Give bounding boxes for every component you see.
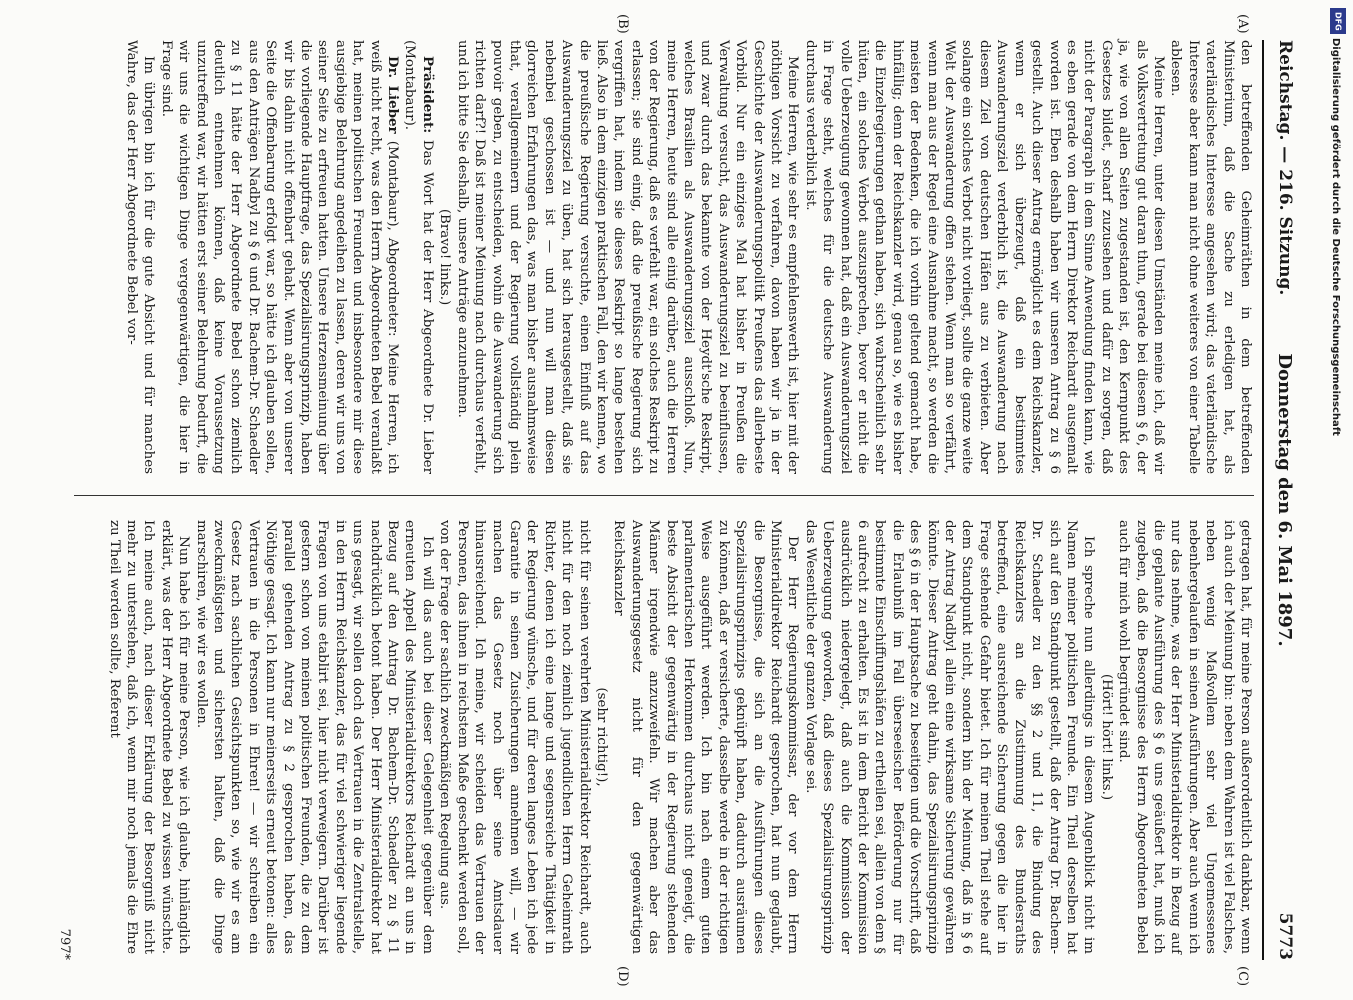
- paragraph: Meine Herren, wie sehr es empfehlenswerth ist, hier mit der nöthigen Vorsicht zu verfahren, davon haben wir ja in der Geschichte der Auswanderungspolitik Preußens das allerbeste Vorbild. Nur ein einziges Mal hat bisher in Preußen die Verwaltung versucht, das Auswanderungsziel zu beeinflussen, und zwar durch das bekannte von der Heydt'sche Reskript, welches Brasilien als Auswanderungsziel ausschloß. Nun, meine Herren, heute sind alle einig darüber, auch die Herren von der Regierung, daß es verfehlt war, ein solches Reskript zu erlassen; sie sind einig, daß die preußische Regierung sich vergriffen hat, indem sie dieses Reskript so lange bestehen ließ. Also in dem einzigen praktischen Fall, den wir kennen, wo die preußische Regierung versuchte, einen Einfluß auf das Auswanderungsziel zu üben, hat sich herausgestellt, daß sie nebenbei geschossen ist — und nun will man diesen glorreichen Erfahrungen das, was man bisher ausnahmsweise that, verallgemeinern und der Regierung vollständig plein pouvoir geben, zu entscheiden, wohin die Auswanderung sich richten darf?! Daß ist meiner Meinung nach durchaus verfehlt, und ich bitte Sie deshalb, unsere Anträge anzunehmen.: [454, 40, 801, 474]
- header-date: Donnerstag den 6. Mai 1897.: [1274, 353, 1296, 647]
- paragraph: nicht für seinen verehrten Ministerialdirektor Reichardt, auch nicht für den noch ziemlich jugendlichen Herrn Geheimrath Richter, denen ich eine lange und segensreiche Thätigkeit in der Regierung wünsche, und für deren langes Leben ich jede Garantie in seinen Zusicherungen annehmen will, — wir machen das Gesetz noch über seine Amtsdauer hinausreichend. Ich meine, wir scheiden das Vertrauen der Personen, das ihnen in reichstem Maße geschenkt werden soll, von der Frage der sachlich zweckmäßigen Regelung aus.: [437, 520, 592, 954]
- marker-b: (B): [615, 14, 630, 34]
- page-header: [1268, 40, 1302, 960]
- paragraph: (Bravo! links.): [437, 208, 453, 306]
- header-left: Reichstag. — 216. Sitzung.: [1275, 40, 1295, 296]
- left-column: [123, 40, 1254, 474]
- paragraph: getragen hat, für meine Person außerordentlich dankbar, wenn ich auch der Meinung bin: neben dem Wahren ist viel Falsches, neben wenig Maßvollem sehr viel Ungemessenes nebenhergelaufen in seinen Ausführungen. Aber auch wenn ich nur das nehme, was der Herr Ministerialdirektor in Bezug auf die geplante Ausführung des § 6 uns geäußert hat, muß ich zugeben, daß die Besorgnisse des Herrn Abgeordneten Bebel auch für mich wohl begründet sind.: [1116, 520, 1253, 954]
- paragraph: Nun habe ich für meine Person, wie ich glaube, hinlänglich erklärt, was der Herr Abgeordnete Bebel zu wissen wünschte. Ich meine auch, nach dieser Erklärung der Besorgniß nicht mehr zu unterstehen, daß ich, wenn mir noch jemals die Ehre zu Theil werden sollte, Referent: [106, 520, 192, 954]
- paragraph: Ich spreche nun allerdings in diesem Augenblick nicht im Namen meiner politischen Freunde. Ein Theil derselben hat sich auf den Standpunkt gestellt, daß der Antrag Dr. Bachem-Dr. Schaedler zu den §§ 2 und 11, die Bindung des Reichskanzlers an die Zustimmung des Bundesraths betreffend, eine ausreichende Sicherung gegen die hier in Frage stehende Gefahr bietet. Ich für meinen Theil stehe auf dem Standpunkt nicht, sondern bin der Meinung, daß in § 6 der Antrag Nadbyl allein eine wirksame Sicherung gewähren könnte. Dieser Antrag geht dahin, das Spezialisirungsprinzip des § 6 in der Hauptsache zu beseitigen und die Vorschrift, daß die Erlaubniß im Fall überseeischer Beförderung nur für bestimmte Einschiffungshäfen zu ertheilen sei, allein von dem § 6 aufrecht zu erhalten. Es ist in dem Bericht der Kommission ausdrücklich niedergelegt, daß auch die Kommission der Ueberzeugung geworden, daß dieses Spezialisirungsprinzip das Wesentliche der ganzen Vorlage sei.: [802, 520, 1097, 954]
- dfg-sidebar: [1330, 8, 1346, 708]
- paragraph: Der Herr Regierungskommissar, der vor dem Herrn Ministerialdirektor Reichardt gesprochen, hat nun geglaubt, die Besorgnisse, die sich an die Ausführungen dieses Spezialisirungsprinzips geknüpft haben, dadurch ausräumen zu können, daß er versicherte, dasselbe werde in der richtigen Weise ausgeführt werden. Ich bin nach einem guten parlamentarischen Herkommen durchaus nicht geneigt, die beste Absicht der gegenwärtig in der Regierung stehenden Männer irgendwie anzuzweifeln. Wir machen aber das Auswanderungsgesetz nicht für den gegenwärtigen Reichskanzler: [611, 520, 801, 954]
- dfg-credit: Digitalisierung gefördert durch die Deutsche Forschungsgemeinschaft: [1330, 38, 1341, 436]
- marker-c: (C): [1235, 966, 1250, 987]
- column-divider: [74, 495, 1254, 496]
- marker-d: (D): [615, 966, 630, 987]
- marker-a: (A): [1235, 14, 1250, 34]
- paragraph: (Hört! hört! links.): [1098, 673, 1114, 801]
- paragraph: (sehr richtig!),: [593, 687, 609, 787]
- footer-mark: 797*: [57, 928, 72, 960]
- page-number: 5773: [1275, 912, 1295, 960]
- paragraph: Dr. Lieber (Montabaur), Abgeordneter: Meine Herren, ich weiß nicht recht, was den Herrn Abgeordneten Bebel veranlaßt hat, meinen politischen Freunden und insbesondere mir diese ausgiebige Belehrung angedeihen zu lassen, deren wir uns von seiner Seite zu erfreuen hatten. Unsere Herzensmeinung über die vorliegende Hauptfrage, das Spezialisirungsprinzip, haben wir bis dahin nicht offenbart gehabt. Wenn aber von unserer Seite die Offenbarung erfolgt war, so hätte ich glauben sollen, aus den Anträgen Nadbyl zu § 6 und Dr. Bachem-Dr. Schaedler zu § 11 hätte der Herr Abgeordnete Bebel schon ziemlich deutlich entnehmen können, daß keine Voraussetzung unzutreffend war, wir hätten erst seiner Belehrung bedurft, die wir uns die wichtigen Dinge vergegenwärtigen, die hier in Frage sind.: [158, 40, 402, 474]
- paragraph: Ich will das auch bei dieser Gelegenheit gegenüber dem erneuten Appell des Ministerialdirektors Reichardt an uns in Bezug auf den Antrag Dr. Bachem-Dr. Schaedler zu § 11 nachdrücklich betont haben. Der Herr Ministerialdirektor hat uns gesagt, wir sollen doch das Vertrauen in die Zentralstelle, in den Herrn Reichskanzler, das für viel schwieriger liegende Fragen von uns etablirt sei, hier nicht verweigern. Darüber ist gestern schon von meinen politischen Freunden, die zu dem parallel gehenden Antrag zu § 2 gesprochen haben, das Nöthige gesagt. Ich kann nur meinerseits erneut betonen: alles Vertrauen in die Personen in Ehren! — wir schreiben ein Gesetz nach sachlichen Gesichtspunkten so, wie wir es am zweckmäßigsten und sichersten halten, daß die Dinge marschiren, wie wir es wollen.: [193, 520, 435, 954]
- paragraph: Präsident: Das Wort hat der Herr Abgeordnete Dr. Lieber (Montabaur).: [402, 40, 436, 474]
- paragraph: Im übrigen bin ich für die gute Absicht und für manches Wahre, das der Herr Abgeordnete Bebel vor-: [124, 40, 157, 474]
- header-rule: [1263, 40, 1265, 960]
- dfg-logo: DFG: [1330, 8, 1346, 34]
- paragraph: Meine Herren, unter diesen Umständen meine ich, daß wir als Volksvertretung gut daran thun, gerade bei diesem § 6, der ja, wie von allen Seiten zugestanden ist, den Kernpunkt des Gesetzes bildet, scharf zuzusehen und dafür zu sorgen, daß nicht der Paragraph in dem Sinne Anwendung finden kann, wie es eben gerade von dem Herrn Direktor Reichardt ausgemalt worden ist. Eben deshalb haben wir unseren Antrag zu § 6 gestellt. Auch dieser Antrag ermöglicht es dem Reichskanzler, wenn er sich überzeugt, daß ein bestimmtes Auswanderungsziel verderblich ist, die Auswanderung nach diesem Ziel von deutschen Häfen aus zu verbieten. Aber solange ein solches Verbot nicht vorliegt, sollte die ganze weite Welt der Auswanderung offen stehen. Wenn man so verfährt, wenn man aus der Regel eine Ausnahme macht, so werden die meisten der Bedenken, die ich vorhin geltend gemacht habe, hinfällig; denn der Reichskanzler wird, genau so, wie es bisher die Einzelregierungen gethan haben, sich wahrscheinlich sehr hüten, ein solches Verbot auszusprechen, bevor er nicht die volle Ueberzeugung gewonnen hat, daß ein Auswanderungsziel in Frage steht, welches für die deutsche Auswanderung durchaus verderblich ist.: [802, 40, 1166, 474]
- right-column: [105, 520, 1254, 954]
- paragraph: den betreffenden Geheimräthen in dem betreffenden Ministerium, daß die Sache zu erledigen hat, als vaterländisches Interesse angesehen wird; das vaterländische Interesse aber kann man nicht ohne weiteres von einer Tabelle ablesen.: [1168, 40, 1253, 474]
